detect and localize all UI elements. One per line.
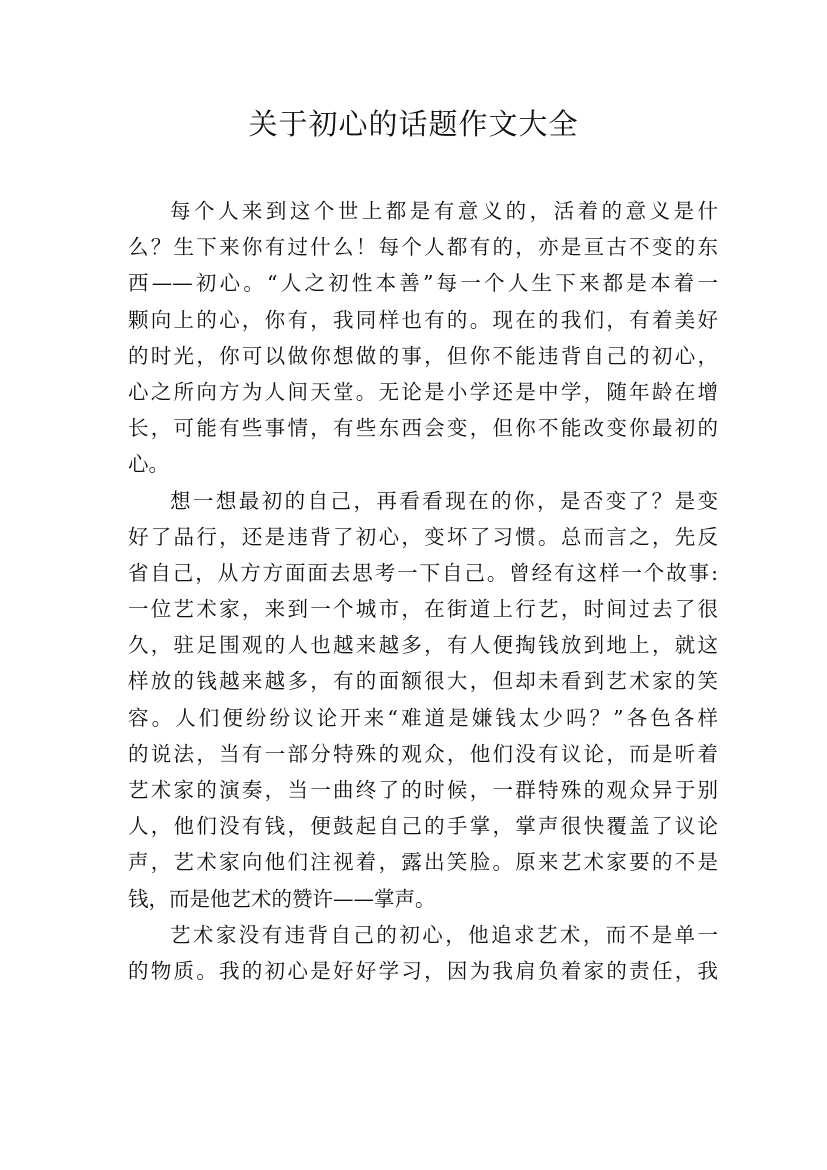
text-line: 声，艺术家向他们注视着，露出笑脸。原来艺术家要的不是 [128,850,718,875]
text-line: 么？生下来你有过什么！每个人都有的，亦是亘古不变的东 [128,235,718,260]
text-line: 长，可能有些事情，有些东西会变，但你不能改变你最初的 [128,416,718,441]
text-line: 心之所向方为人间天堂。无论是小学还是中学，随年龄在增 [128,379,718,404]
text-line: 容。人们便纷纷议论开来“难道是嫌钱太少吗？”各色各样 [128,705,718,730]
text-line: 艺术家没有违背自己的初心，他追求艺术，而不是单一 [170,922,718,947]
text-line: 钱，而是他艺术的赞许——掌声。 [128,886,436,911]
text-line: 一位艺术家，来到一个城市，在街道上行艺，时间过去了很 [128,597,718,622]
text-line: 西——初心。“人之初性本善”每一个人生下来都是本着一 [128,271,718,296]
text-line: 好了品行，还是违背了初心，变坏了习惯。总而言之，先反 [128,524,718,549]
text-line: 心。 [128,452,169,477]
text-line: 人，他们没有钱，便鼓起自己的手掌，掌声很快覆盖了议论 [128,814,718,839]
text-line: 样放的钱越来越多，有的面额很大，但却未看到艺术家的笑 [128,669,718,694]
document-body [128,193,718,989]
text-line: 的物质。我的初心是好好学习，因为我肩负着家的责任，我 [128,958,718,983]
text-line: 的说法，当有一部分特殊的观众，他们没有议论，而是听着 [128,741,718,766]
text-line: 艺术家的演奏，当一曲终了的时候，一群特殊的观众异于别 [128,778,718,802]
text-line: 想一想最初的自己，再看看现在的你，是否变了？是变 [170,488,718,513]
text-line: 颗向上的心，你有，我同样也有的。现在的我们，有着美好 [128,307,718,332]
text-line: 久，驻足围观的人也越来越多，有人便掏钱放到地上，就这 [128,633,718,658]
text-line: 每个人来到这个世上都是有意义的，活着的意义是什 [170,199,718,223]
text-line: 省自己，从方方面面去思考一下自己。曾经有这样一个故事: [128,560,718,585]
document-title: 关于初心的话题作文大全 [248,107,579,141]
text-line: 的时光，你可以做你想做的事，但你不能违背自己的初心， [128,343,718,368]
